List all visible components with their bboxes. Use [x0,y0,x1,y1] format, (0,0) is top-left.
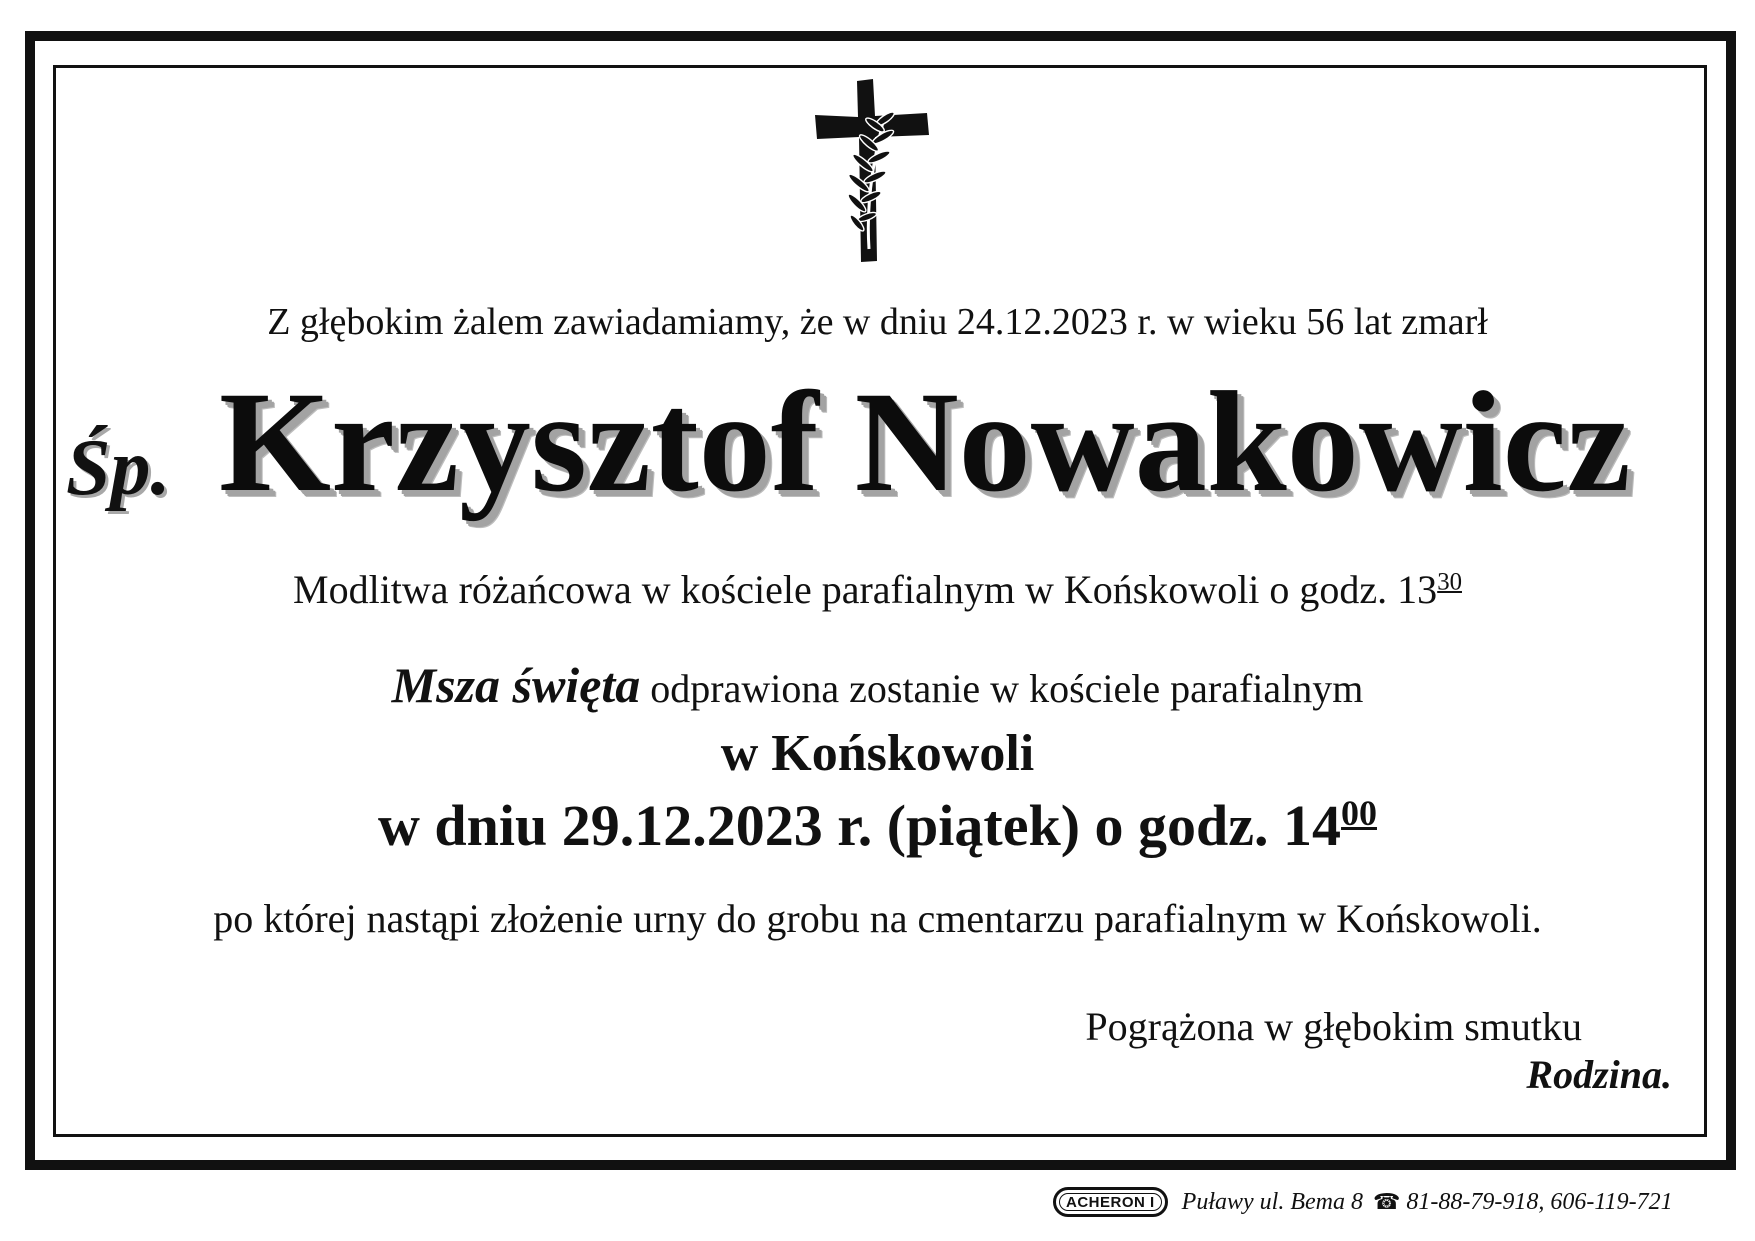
mass-minutes: 00 [1341,793,1377,834]
phone-icon [1373,1189,1400,1215]
intro-text: Z głębokim żalem zawiadamiamy, że w dniu 24.12.2023 r. w wieku 56 lat zmarł [267,301,1488,343]
mass-title: Msza święta [391,657,641,713]
mass-date: w dniu 29.12.2023 r. (piątek) o godz. 14 [378,793,1342,858]
cross-icon [815,79,931,262]
prayer-line [0,567,1755,612]
family-signature: Rodzina. [1526,1052,1672,1097]
mass-text: odprawiona zostanie w kościele parafialnym [640,666,1364,711]
mass-place: w Końskowoli [720,725,1035,782]
acheron-logo: ACHERON I [1053,1187,1168,1217]
name-prefix: Śp. [66,424,171,512]
deceased-name: Krzysztof Nowakowicz [219,363,1631,522]
mourning-text: Pogrążona w głębokim smutku [1085,1004,1582,1049]
footer [1053,1187,1673,1217]
prayer-text: Modlitwa różańcowa w kościele parafialnym w Końskowoli o godz. 13 [293,567,1438,612]
footer-phones: 81-88-79-918, 606-119-721 [1406,1188,1673,1215]
mass-line [0,657,1755,713]
footer-address: Puławy ul. Bema 8 [1181,1188,1363,1215]
prayer-minutes: 30 [1437,568,1462,596]
burial-text: po której nastąpi złożenie urny do grobu na cmentarzu parafialnym w Końskowoli. [213,896,1542,941]
mass-date-line [0,793,1755,858]
